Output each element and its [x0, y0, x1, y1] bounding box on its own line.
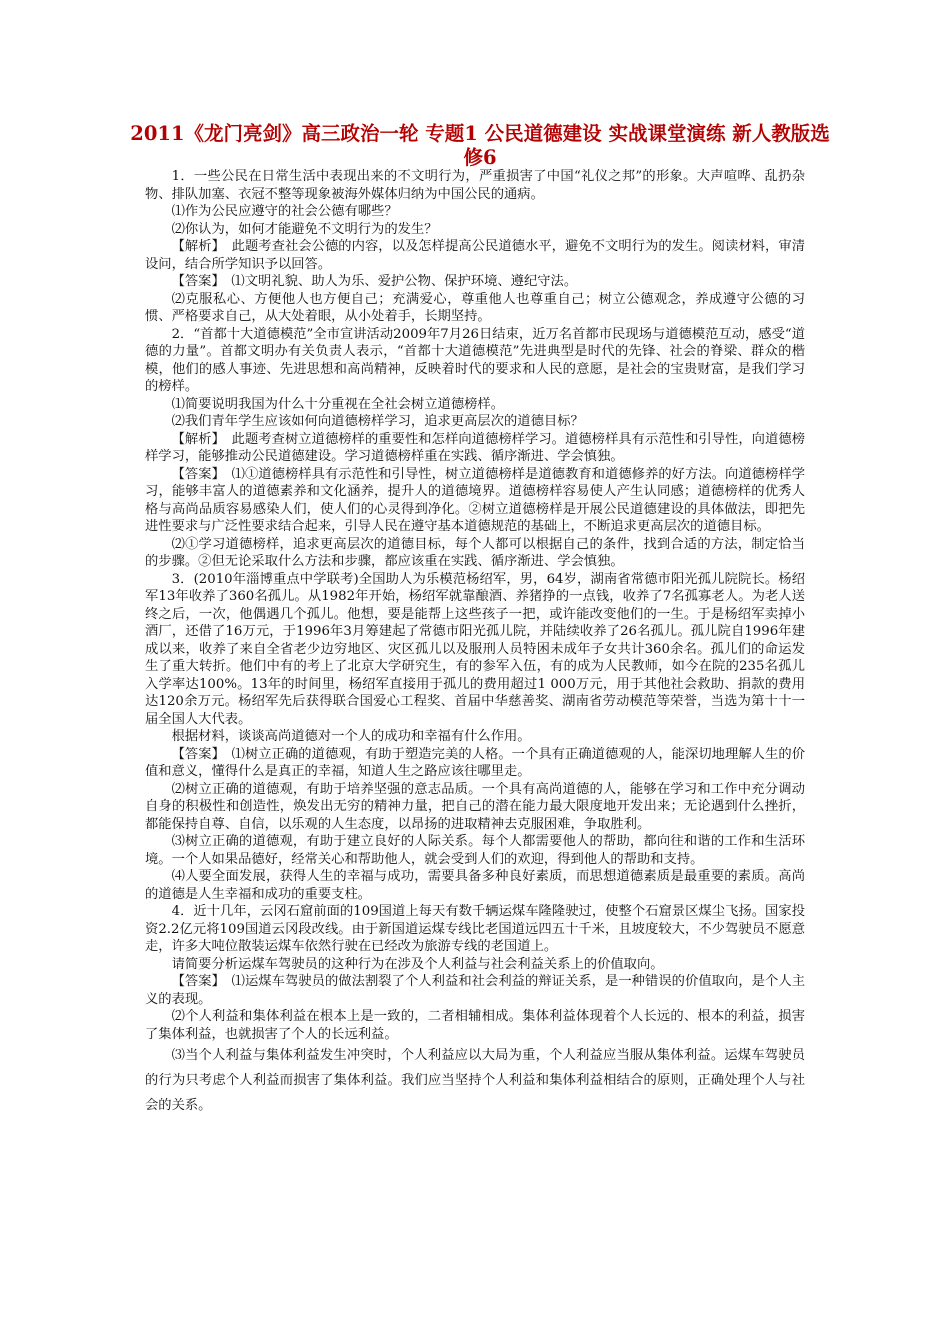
paragraph: ⑵克服私心、方便他人也方便自己；充满爱心，尊重他人也尊重自己；树立公德观念，养成遵守公德的习惯、严格要求自己，从大处着眼，从小处着手，长期坚持。 [145, 291, 805, 324]
paragraph: ⑵树立正确的道德观，有助于培养坚强的意志品质。一个具有高尚道德的人，能够在学习和工作中充分调动自身的积极性和创造性，焕发出无穷的精神力量，把自己的潜在能力最大限度地开发出来；无论遇到什么挫折，都能保持自尊、自信，以乐观的人生态度，以昂扬的进取精神去克服困难，争取胜利。 [145, 781, 805, 832]
paragraph: 【答案】 ⑴文明礼貌、助人为乐、爱护公物、保护环境、遵纪守法。 [171, 274, 578, 289]
paragraph: 根据材料，谈谈高尚道德对一个人的成功和幸福有什么作用。 [171, 729, 531, 744]
document-body [145, 168, 805, 1118]
paragraph: 【答案】 ⑴①道德榜样具有示范性和引导性，树立道德榜样是道德教育和道德修养的好方法。向道德榜样学习，能够丰富人的道德素养和文化涵养，提升人的道德境界。道德榜样容易使人产生认同感；道德榜样的优秀人格与高尚品质容易感染人们，使人们的心灵得到净化。②树立道德榜样是开展公民道德建设的具体做法，即把先进性要求与广泛性要求结合起来，引导人民在遵守基本道德规范的基础上，不断追求更高层次的道德目标。 [145, 466, 805, 534]
paragraph: ⑶树立正确的道德观，有助于建立良好的人际关系。每个人都需要他人的帮助，都向往和谐的工作和生活环境。一个人如果品德好，经常关心和帮助他人，就会受到人们的欢迎，得到他人的帮助和支持。 [145, 834, 805, 867]
paragraph: ⑷人要全面发展，获得人生的幸福与成功，需要具备多种良好素质，而思想道德素质是最重要的素质。高尚的道德是人生幸福和成功的重要支柱。 [145, 869, 805, 902]
paragraph: 2．“首都十大道德模范”全市宣讲活动2009年7月26日结束，近万名首都市民现场与道德模范互动，感受“道德的力量”。首都文明办有关负责人表示，“首都十大道德模范”先进典型是时代的先锋、社会的脊梁、群众的楷模，他们的感人事迹、先进思想和高尚精神，反映着时代的要求和人民的意愿，是社会的宝贵财富，是我们学习的榜样。 [145, 326, 805, 394]
paragraph: 请简要分析运煤车驾驶员的这种行为在涉及个人利益与社会利益关系上的价值取向。 [171, 956, 664, 972]
paragraph: 【解析】 此题考查社会公德的内容，以及怎样提高公民道德水平，避免不文明行为的发生。阅读材料，审清设问，结合所学知识予以回答。 [145, 239, 805, 272]
paragraph: 4．近十几年，云冈石窟前面的109国道上每天有数千辆运煤车隆隆驶过，使整个石窟景区煤尘飞扬。国家投资2.2亿元将109国道云冈段改线。由于新国道运煤专线比老国道远四五十千米，且坡度较大，不少驾驶员不愿意走，许多大吨位散装运煤车依然行驶在已经改为旅游专线的老国道上。 [145, 904, 805, 954]
paragraph: ⑴作为公民应遵守的社会公德有哪些？ [171, 204, 398, 219]
paragraph: ⑵①学习道德榜样，追求更高层次的道德目标，每个人都可以根据自己的条件，找到合适的方法，制定恰当的步骤。②但无论采取什么方法和步骤，都应该重在实践、循序渐进、学会慎独。 [145, 536, 805, 569]
paragraph: 【解析】 此题考查树立道德榜样的重要性和怎样向道德榜样学习。道德榜样具有示范性和引导性，向道德榜样学习，能够推动公民道德建设。学习道德榜样重在实践、循序渐进、学会慎独。 [145, 431, 805, 464]
paragraph: ⑵我们青年学生应该如何向道德榜样学习，追求更高层次的道德目标？ [171, 414, 584, 429]
paragraph-final: ⑶当个人利益与集体利益发生冲突时，个人利益应以大局为重，个人利益应当服从集体利益。运煤车驾驶员的行为只考虑个人利益而损害了集体利益。我们应当坚持个人利益和集体利益相结合的原则，正确处理个人与社会的关系。 [145, 1048, 805, 1113]
paragraph: ⑵个人利益和集体利益在根本上是一致的，二者相辅相成。集体利益体现着个人长远的、根本的利益，损害了集体利益，也就损害了个人的长远利益。 [145, 1009, 805, 1042]
paragraph: 1．一些公民在日常生活中表现出来的不文明行为，严重损害了中国“礼仪之邦”的形象。大声喧哗、乱扔杂物、排队加塞、衣冠不整等现象被海外媒体归纳为中国公民的通病。 [145, 169, 805, 202]
document-title: 2011《龙门亮剑》高三政治一轮 专题1 公民道德建设 实战课堂演练 新人教版选修6 [130, 122, 830, 169]
paragraph: ⑴简要说明我国为什么十分重视在全社会树立道德榜样。 [171, 396, 505, 412]
paragraph: 【答案】 ⑴树立正确的道德观，有助于塑造完美的人格。一个具有正确道德观的人，能深切地理解人生的价值和意义，懂得什么是真正的幸福，知道人生之路应该往哪里走。 [145, 746, 805, 779]
paragraph: ⑵你认为，如何才能避免不文明行为的发生？ [171, 221, 438, 237]
paragraph: 3．(2010年淄博重点中学联考)全国助人为乐模范杨绍军，男，64岁，湖南省常德市阳光孤儿院院长。杨绍军13年收养了360名孤儿。从1982年开始，杨绍军就靠酿酒、养猪挣的一点钱，收养了7名孤寡老人。为老人送终之后，一次，他偶遇几个孤儿。他想，要是能帮上这些孩子一把，或许能改变他们的一生。于是杨绍军卖掉小酒厂，还借了16万元，于1996年3月筹建起了常德市阳光孤儿院，并陆续收养了26名孤儿。孤儿院自1996年建成以来，收养了来自全省老少边穷地区、灾区孤儿以及服刑人员特困未成年子女共计360余名。孤儿们的命运发生了重大转折。他们中有的考上了北京大学研究生，有的参军入伍，有的成为人民教师，如今在院的235名孤儿入学率达100%。13年的时间里，杨绍军直接用于孤儿的费用超过1 000万元，用于其他社会救助、捐款的费用达120余万元。杨绍军先后获得联合国爱心工程奖、首届中华慈善奖、湖南省劳动模范等荣誉，当选为第十十一届全国人大代表。 [145, 571, 805, 727]
paragraph: 【答案】 ⑴运煤车驾驶员的做法割裂了个人利益和社会利益的辩证关系，是一种错误的价值取向，是个人主义的表现。 [145, 974, 805, 1007]
